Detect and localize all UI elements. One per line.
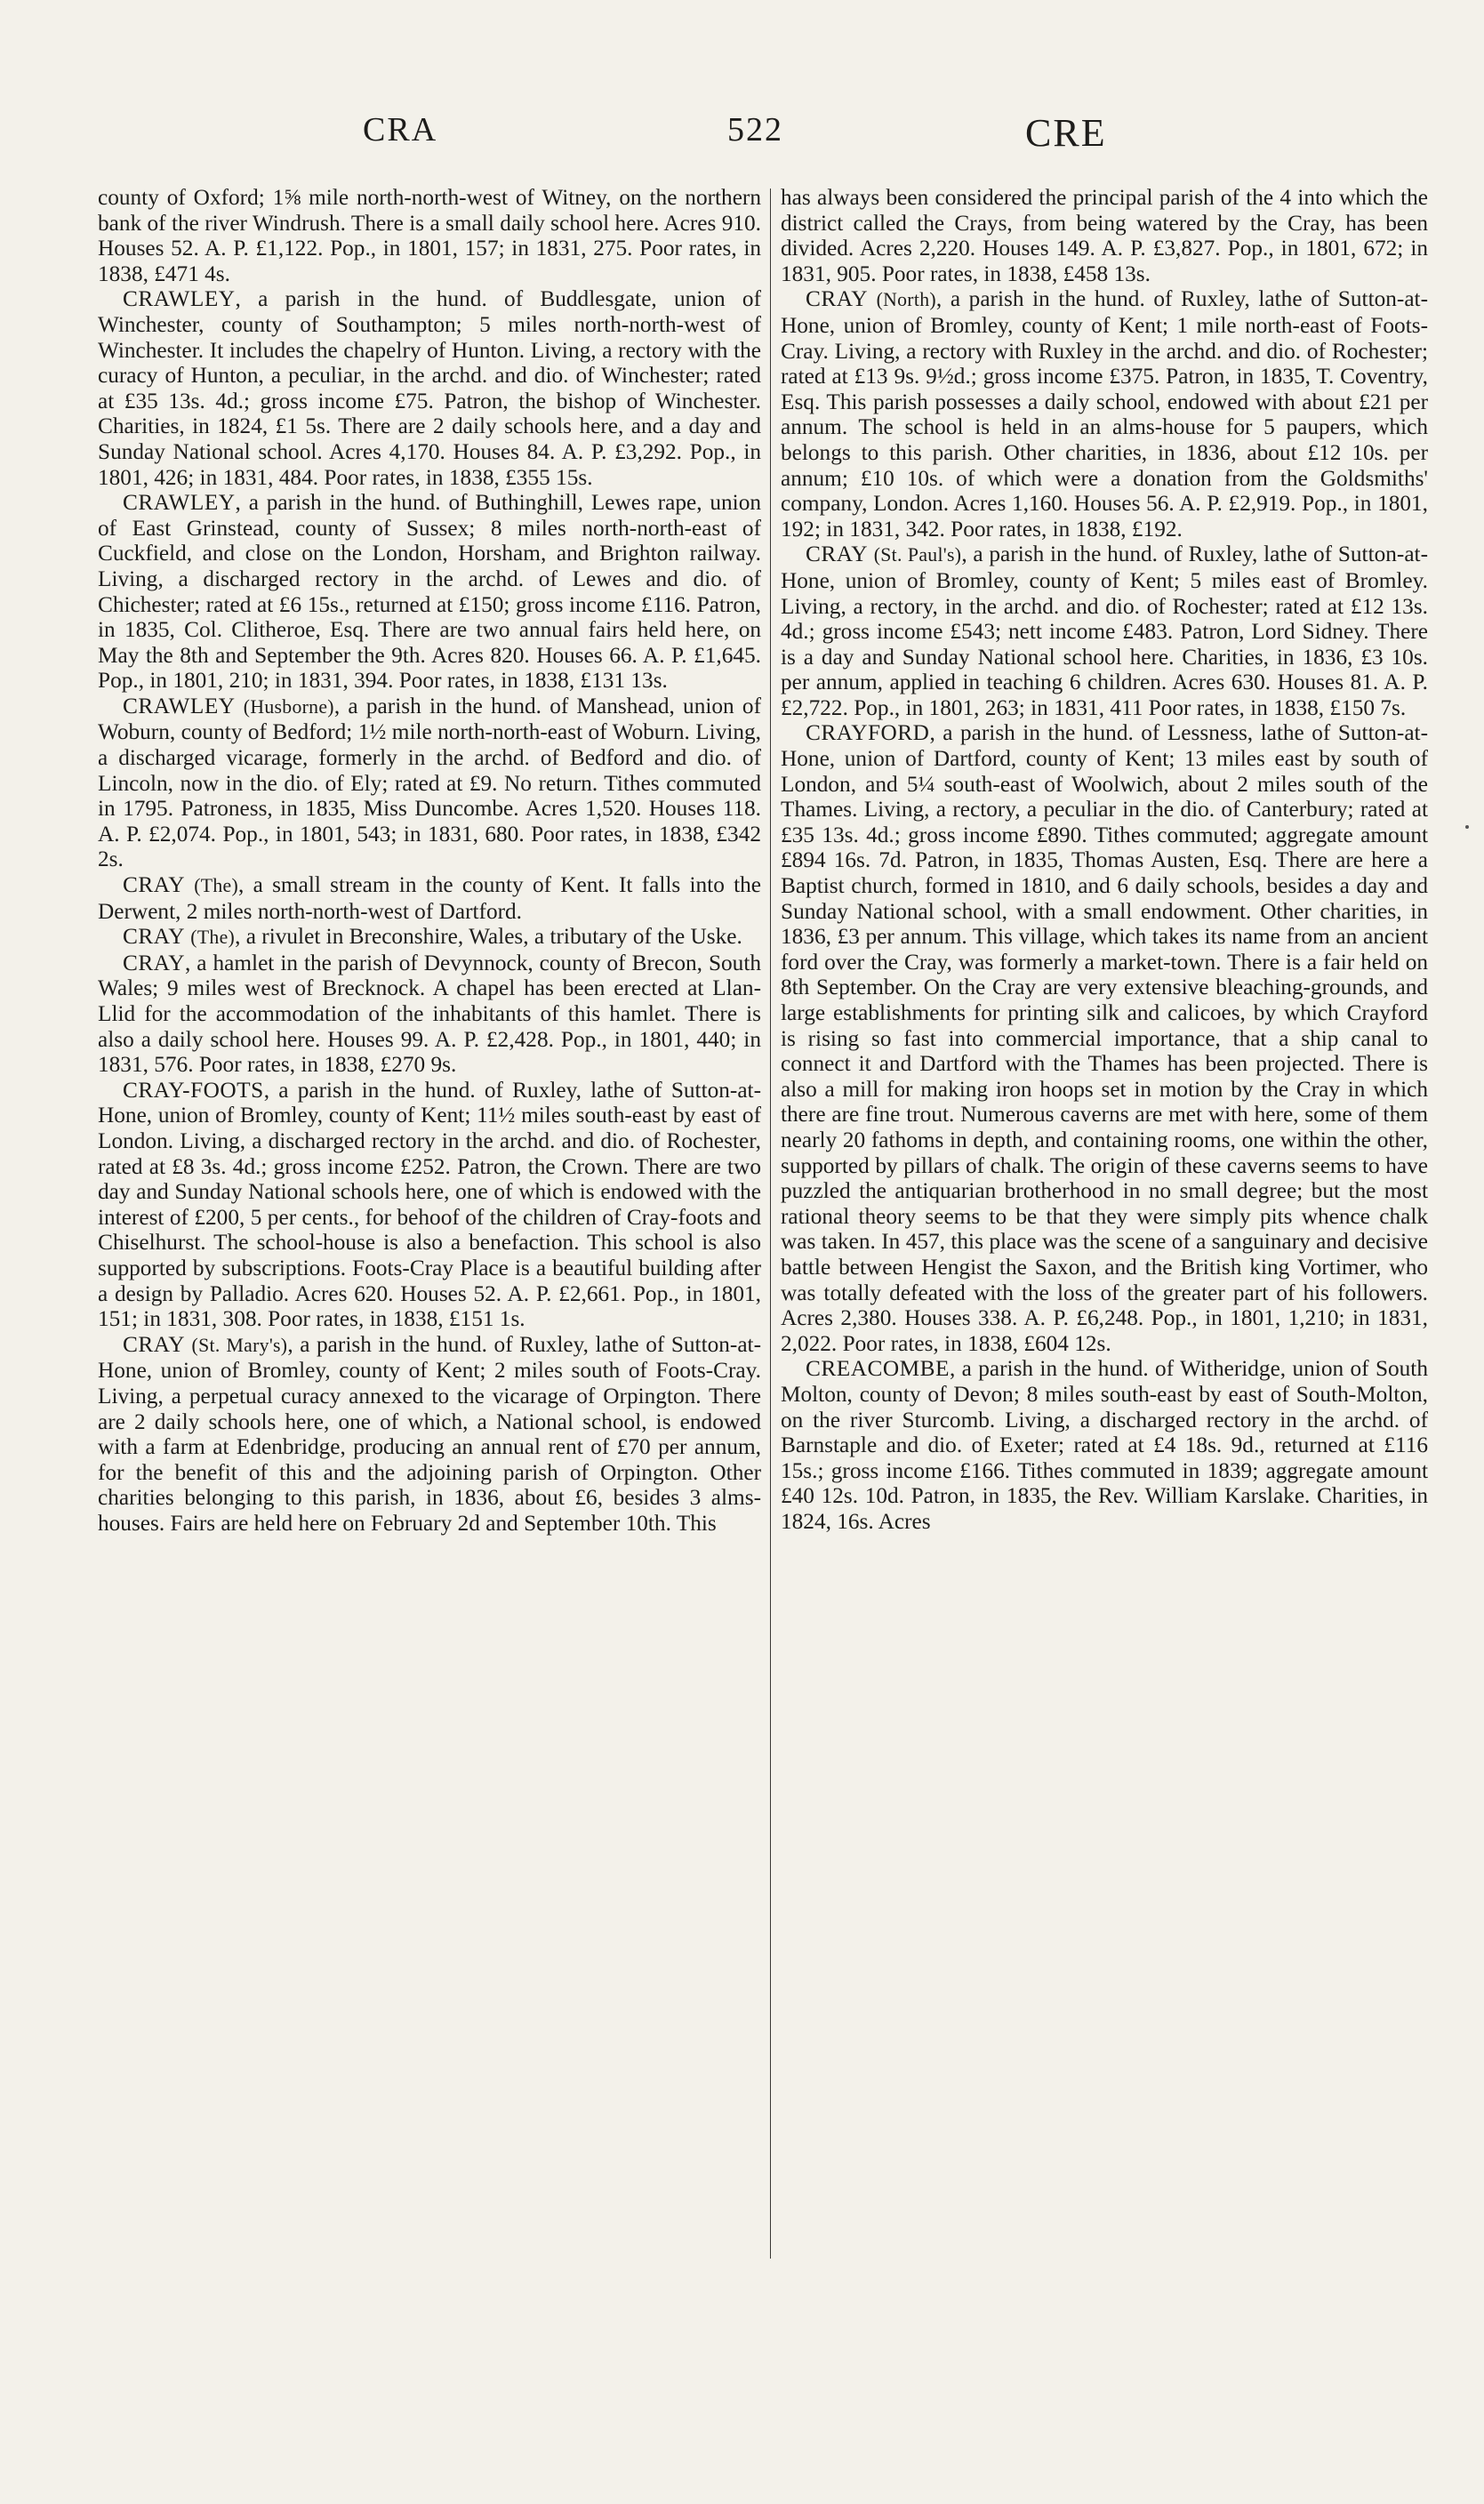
entry-text: , a parish in the hund. of Ruxley, lathe of Sutton-at-Hone, union of Bromley, county of Kent; 2 miles south of Foots-Cray. Living, a perpetual curacy annexed to the vicarage of Orpington. There are 2 daily schools here, one of which, a National school, is endowed with a farm at Edenbridge, producing an annual rent of £70 per annum, for the benefit of this and the adjoining parish of Orpington. Other charities belonging to this parish, in 1836, about £6, besides 3 alms-houses. Fairs are held here on February 2d and September 10th. This [98,1331,761,1536]
entry-text: , a rivulet in Breconshire, Wales, a tributary of the Uske. [235,924,742,950]
entry-subtitle: (The) [190,927,236,949]
entry-text: , a parish in the hund. of Ruxley, lathe of Sutton-at-Hone, union of Bromley, county of Kent; 5 miles east of Bromley. Living, a rectory, in the archd. and dio. of Rochester; rated at £12 13s. 4d.; gross income £543; nett income £483. Patron, Lord Sidney. There is a day and Sunday National school here. Charities, in 1836, £3 10s. per annum, applied in teaching 6 children. Acres 630. Houses 81. A. P. £2,722. Pop., in 1801, 263; in 1831, 411 Poor rates, in 1838, £150 7s. [781,542,1428,720]
gazetteer-entry [98,185,761,286]
entry-text: , a parish in the hund. of Manshead, union of Woburn, county of Bedford; 1½ mile north-north-east of Woburn. Living, a discharged vicarage, formerly in the archd. of Bedford and dio. of Lincoln, now in the dio. of Ely; rated at £9. No return. Tithes commuted in 1795. Patroness, in 1835, Miss Duncombe. Acres 1,520. Houses 118. A. P. £2,074. Pop., in 1801, 543; in 1831, 680. Poor rates, in 1838, £342 2s. [98,693,761,872]
gazetteer-entry [98,694,761,872]
entry-headword: CRAWLEY [123,693,236,718]
gazetteer-entry [98,1332,761,1537]
gazetteer-entry [781,185,1428,286]
entry-subtitle: (The) [194,875,239,897]
entry-text: has always been considered the principal parish of the 4 into which the district called the Crays, from being watered by the Cray, has been divided. Acres 2,220. Houses 149. A. P. £3,827. Pop., in 1801, 672; in 1831, 905. Poor rates, in 1838, £458 13s. [781,185,1428,286]
running-header [0,110,1484,164]
entry-text: , a parish in the hund. of Buddlesgate, union of Winchester, county of Southampton; 5 miles north-north-west of Winchester. It includes the chapelry of Hunton. Living, a rectory with the curacy of Hunton, a peculiar, in the archd. and dio. of Winchester; rated at £35 13s. 4d.; gross income £75. Patron, the bishop of Winchester. Charities, in 1824, £1 5s. There are 2 daily schools here, and a day and Sunday National school. Acres 4,170. Houses 84. A. P. £3,292. Pop., in 1801, 426; in 1831, 484. Poor rates, in 1838, £355 15s. [98,286,761,490]
entry-headword: CREACOMBE [806,1356,950,1382]
gazetteer-entry [98,924,761,951]
gazetteer-entry [98,286,761,490]
entry-text: , a parish in the hund. of Ruxley, lathe of Sutton-at-Hone, union of Bromley, county of Kent; 11½ miles south-east by east of London. Living, a discharged rectory in the archd. and dio. of Rochester, rated at £8 3s. 4d.; gross income £252. Patron, the Crown. There are two day and Sunday National schools here, one of which is endowed with the interest of £200, 5 per cents., for behoof of the children of Cray-foots and Chiselhurst. The school-house is also a benefaction. This school is also supported by subscriptions. Foots-Cray Place is a beautiful building after a design by Palladio. Acres 620. Houses 52. A. P. £2,661. Pop., in 1801, 151; in 1831, 308. Poor rates, in 1838, £151 1s. [98,1077,761,1332]
entry-headword: CRAY [806,286,868,312]
gazetteer-entry [781,720,1428,1356]
gazetteer-entry [781,542,1428,720]
entry-headword: CRAYFORD [806,720,930,746]
entry-subtitle: (North) [876,289,936,311]
column-divider [770,189,771,2259]
gazetteer-entry [98,490,761,694]
gazetteer-entry [98,951,761,1078]
entry-headword: CRAWLEY [123,286,236,312]
entry-headword: CRAY-FOOTS [123,1077,264,1103]
left-column [98,185,761,2461]
gazetteer-entry [781,1356,1428,1534]
entry-headword: CRAY [123,950,185,975]
entry-subtitle: (St. Mary's) [191,1334,288,1356]
header-right-guide-word: CRE [1025,111,1107,155]
entry-headword: CRAY [123,1331,185,1357]
entry-text: , a parish in the hund. of Ruxley, lathe of Sutton-at-Hone, union of Bromley, county of Kent; 1 mile north-east of Foots-Cray. Living, a rectory with Ruxley in the archd. and dio. of Rochester; rated at £13 9s. 9½d.; gross income £375. Patron, in 1835, T. Coventry, Esq. This parish possesses a daily school, endowed with about £21 per annum. The school is held in an alms-house for 5 paupers, which belongs to this parish. Other charities, in 1836, about £12 10s. per annum; £10 10s. of which were a donation from the Goldsmiths' company, London. Acres 1,160. Houses 56. A. P. £2,919. Pop., in 1801, 192; in 1831, 342. Poor rates, in 1838, £192. [781,286,1428,542]
entry-headword: CRAY [806,542,868,567]
margin-speck [1465,825,1469,829]
entry-subtitle: (Husborne) [243,695,334,718]
right-column [781,185,1428,2461]
entry-text: , a parish in the hund. of Lessness, lathe of Sutton-at-Hone, union of Dartford, county of Kent; 13 miles east by south of London, and 5¼ south-east of Woolwich, about 2 miles south of the Thames. Living, a rectory, a peculiar in the dio. of Canterbury; rated at £35 13s. 4d.; gross income £890. Tithes commuted; aggregate amount £894 16s. 7d. Patron, in 1835, Thomas Austen, Esq. There are here a Baptist church, formed in 1810, and 6 daily schools, besides a day and Sunday National school, with a small endowment. Other charities, in 1836, £3 per annum. This village, which takes its name from an ancient ford over the Cray, was formerly a market-town. There is a fair held on 8th September. On the Cray are very extensive bleaching-grounds, and large establishments for printing silk and calicoes, by which Crayford is rising so fast into commercial importance, that a ship canal to connect it and Dartford with the Thames has been projected. There is also a mill for making iron hoops set in motion by the Cray in which there are fine trout. Numerous caverns are met with here, some of them nearly 20 fathoms in depth, and containing rooms, one within the other, supported by pillars of chalk. The origin of these caverns seems to have puzzled the antiquarian brotherhood in no small degree; but the most rational theory seems to be that they were simply pits whence chalk was taken. In 457, this place was the scene of a sanguinary and decisive battle between Hengist the Saxon, and the British king Vortimer, who was totally defeated with the loss of the greater part of his followers. Acres 2,380. Houses 338. A. P. £6,248. Pop., in 1801, 1,210; in 1831, 2,022. Poor rates, in 1838, £604 12s. [781,720,1428,1356]
page-number: 522 [727,111,783,148]
entry-headword: CRAWLEY [123,490,236,516]
gazetteer-entry [98,1078,761,1332]
header-left-guide-word: CRA [363,111,438,148]
entry-text: , a small stream in the county of Kent. It falls into the Derwent, 2 miles north-north-west of Dartford. [98,872,761,924]
entry-text: , a parish in the hund. of Buthinghill, Lewes rape, union of East Grinstead, county of Sussex; 8 miles north-north-east of Cuckfield, and close on the London, Horsham, and Brighton railway. Living, a discharged rectory in the archd. of Lewes and dio. of Chichester; rated at £6 15s., returned at £150; gross income £116. Patron, in 1835, Col. Clitheroe, Esq. There are two annual fairs held here, on May the 8th and September the 9th. Acres 820. Houses 66. A. P. £1,645. Pop., in 1801, 210; in 1831, 394. Poor rates, in 1838, £131 13s. [98,490,761,694]
entry-text: county of Oxford; 1⅝ mile north-north-west of Witney, on the northern bank of the river Windrush. There is a small daily school here. Acres 910. Houses 52. A. P. £1,122. Pop., in 1801, 157; in 1831, 275. Poor rates, in 1838, £471 4s. [98,185,761,286]
gazetteer-entry [781,286,1428,542]
gazetteer-entry [98,872,761,924]
entry-headword: CRAY [123,924,185,950]
entry-headword: CRAY [123,872,185,898]
entry-text: , a hamlet in the parish of Devynnock, county of Brecon, South Wales; 9 miles west of Brecknock. A chapel has been erected at Llan-Llid for the accommodation of the inhabitants of this hamlet. There is also a daily school here. Houses 99. A. P. £2,428. Pop., in 1801, 440; in 1831, 576. Poor rates, in 1838, £270 9s. [98,950,761,1078]
entry-text: , a parish in the hund. of Witheridge, union of South Molton, county of Devon; 8 miles south-east by east of South-Molton, on the river Sturcomb. Living, a discharged rectory in the archd. of Barnstaple and dio. of Exeter; rated at £4 18s. 9d., returned at £116 15s.; gross income £166. Tithes commuted in 1839; aggregate amount £40 12s. 10d. Patron, in 1835, the Rev. William Karslake. Charities, in 1824, 16s. Acres [781,1356,1428,1534]
entry-subtitle: (St. Paul's) [873,544,962,566]
